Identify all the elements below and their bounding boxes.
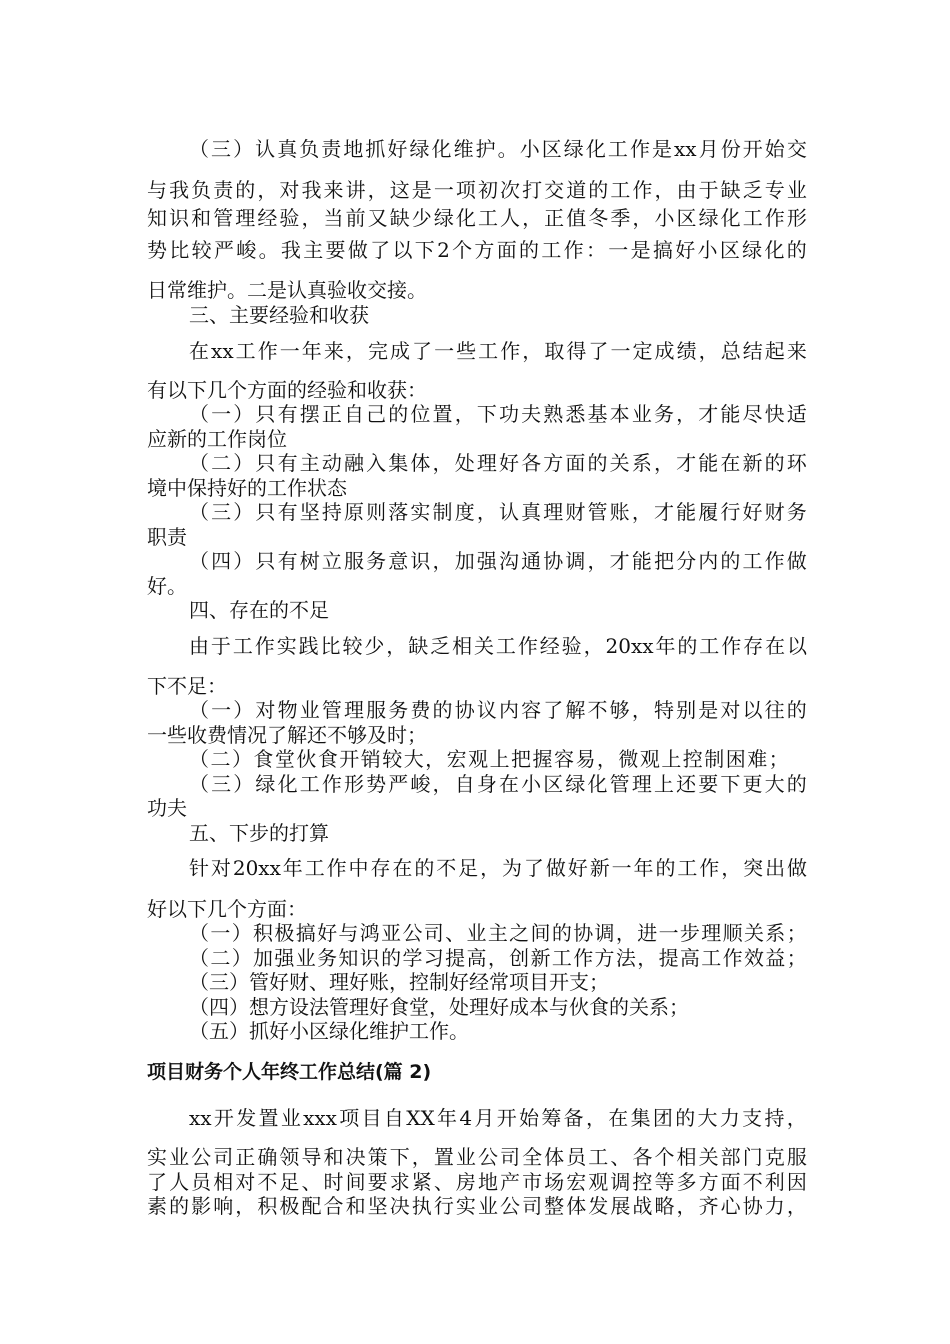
text-line: 境中保持好的工作状态 — [147, 476, 347, 500]
text-line: 了 人 员 相 对 不 足 、 时 间 要 求 紧 、 房 地 产 市 场 宏 观 调 控 等 多 方 面 不 利 因 — [147, 1170, 807, 1194]
text-line: 功夫 — [147, 796, 187, 820]
section-heading: 五、下步的打算 — [189, 821, 329, 845]
text-line: （ 四 ） 只 有 树 立 服 务 意 识 ， 加 强 沟 通 协 调 ， 才 能 把 分 内 的 工 作 做 — [189, 549, 807, 573]
text-line: 日常维护。二是认真验收交接。 — [147, 278, 427, 302]
text-line: 由 于 工 作 实 践 比 较 少 ， 缺 乏 相 关 工 作 经 验 ， 20xx 年 的 工 作 存 在 以 — [189, 634, 807, 658]
text-line: 素 的 影 响 ， 积 极 配 合 和 坚 决 执 行 实 业 公 司 整 体 发 展 战 略 ， 齐 心 协 力 ， — [147, 1194, 807, 1218]
section-heading: 四、存在的不足 — [189, 598, 329, 622]
text-line: （五）抓好小区绿化维护工作。 — [189, 1019, 469, 1043]
text-line: 好。 — [147, 574, 187, 598]
article-heading: 项目财务个人年终工作总结(篇 2) — [147, 1061, 432, 1083]
text-line: （四）想方设法管理好食堂，处理好成本与伙食的关系； — [189, 995, 689, 1019]
text-line: 有以下几个方面的经验和收获： — [147, 378, 427, 402]
text-line: 应新的工作岗位 — [147, 427, 287, 451]
text-line: （ 二 ） 加 强 业 务 知 识 的 学 习 提 高 ， 创 新 工 作 方 法 ， 提 高 工 作 效 益 ； — [189, 946, 807, 970]
text-line: 职责 — [147, 525, 187, 549]
text-line: （ 三 ） 只 有 坚 持 原 则 落 实 制 度 ， 认 真 理 财 管 账 ， 才 能 履 行 好 财 务 — [189, 500, 807, 524]
text-line: 与 我 负 责 的 ， 对 我 来 讲 ， 这 是 一 项 初 次 打 交 道 的 工 作 ， 由 于 缺 乏 专 业 — [147, 178, 807, 202]
text-line: （ 二 ） 食 堂 伙 食 开 销 较 大 ， 宏 观 上 把 握 容 易 ， 微 观 上 控 制 困 难 ； — [189, 747, 789, 771]
text-line: 针 对 20xx 年 工 作 中 存 在 的 不 足 ， 为 了 做 好 新 一 年 的 工 作 ， 突 出 做 — [189, 856, 807, 880]
text-line: （ 三 ） 绿 化 工 作 形 势 严 峻 ， 自 身 在 小 区 绿 化 管 理 上 还 要 下 更 大 的 — [189, 772, 807, 796]
section-heading: 三、主要经验和收获 — [189, 303, 369, 327]
text-line: xx 开 发 置 业 xxx 项 目 自 XX 年 4 月 开 始 筹 备 ， 在 集 团 的 大 力 支 持 ， — [189, 1106, 807, 1130]
text-line: （ 一 ） 只 有 摆 正 自 己 的 位 置 ， 下 功 夫 熟 悉 基 本 业 务 ， 才 能 尽 快 适 — [189, 402, 807, 426]
text-line: 下不足： — [147, 674, 227, 698]
text-line: 好以下几个方面： — [147, 897, 307, 921]
text-line: 一些收费情况了解还不够及时； — [147, 723, 427, 747]
text-line: （三）管好财、理好账，控制好经常项目开支； — [189, 970, 609, 994]
text-line: 知 识 和 管 理 经 验 ， 当 前 又 缺 少 绿 化 工 人 ， 正 值 冬 季 ， 小 区 绿 化 工 作 形 — [147, 206, 807, 230]
text-line: 实 业 公 司 正 确 领 导 和 决 策 下 ， 置 业 公 司 全 体 员 工 、 各 个 相 关 部 门 克 服 — [147, 1145, 807, 1169]
text-line: （ 二 ） 只 有 主 动 融 入 集 体 ， 处 理 好 各 方 面 的 关 系 ， 才 能 在 新 的 环 — [189, 451, 807, 475]
text-line: 在 xx 工 作 一 年 来 ， 完 成 了 一 些 工 作 ， 取 得 了 一 定 成 绩 ， 总 结 起 来 — [189, 339, 807, 363]
text-line: 势 比 较 严 峻 。 我 主 要 做 了 以 下 2 个 方 面 的 工 作 ： 一 是 搞 好 小 区 绿 化 的 — [147, 238, 807, 262]
text-line: （ 一 ） 积 极 搞 好 与 鸿 亚 公 司 、 业 主 之 间 的 协 调 ， 进 一 步 理 顺 关 系 ； — [189, 921, 807, 945]
text-line: （ 一 ） 对 物 业 管 理 服 务 费 的 协 议 内 容 了 解 不 够 ， 特 别 是 对 以 往 的 — [189, 698, 807, 722]
text-line: （ 三 ） 认 真 负 责 地 抓 好 绿 化 维 护 。 小 区 绿 化 工 作 是 xx 月 份 开 始 交 — [189, 137, 807, 161]
